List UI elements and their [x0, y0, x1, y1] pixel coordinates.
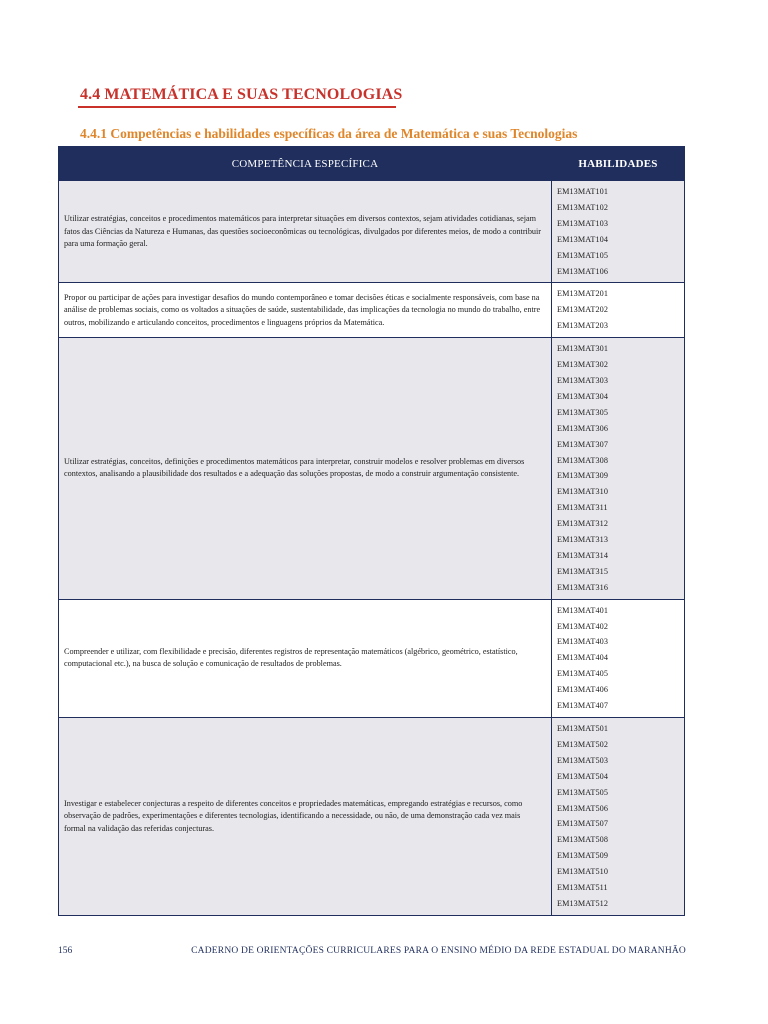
- competencies-table: [58, 146, 685, 916]
- habilidade-code: EM13MAT407: [557, 701, 609, 711]
- header-habilidades: HABILIDADES: [552, 147, 685, 181]
- habilidade-code: EM13MAT507: [557, 819, 609, 829]
- habilidade-code: EM13MAT105: [557, 250, 609, 260]
- competencia-cell: Compreender e utilizar, com flexibilidade e precisão, diferentes registros de representação matemáticos (algébrico, geométrico, estatístico, computacional etc.), na busca de solução e comunicação de resultados de problemas.: [59, 599, 552, 717]
- header-competencia: COMPETÊNCIA ESPECÍFICA: [59, 147, 552, 181]
- competencia-cell: Propor ou participar de ações para investigar desafios do mundo contemporâneo e tomar decisões éticas e socialmente responsáveis, com base na análise de problemas sociais, como os voltados a situações de saúde, sustentabilidade, das implicações da tecnologia no mundo do trabalho, entre outros, mobilizando e articulando conceitos, procedimentos e linguagens próprios da Matemática.: [59, 283, 552, 338]
- habilidade-code: EM13MAT306: [557, 423, 609, 433]
- page-number: 156: [58, 946, 73, 956]
- habilidade-code: EM13MAT511: [557, 883, 608, 893]
- habilidade-code: EM13MAT312: [557, 519, 609, 529]
- habilidades-cell: [552, 283, 685, 338]
- table-row: [59, 181, 685, 283]
- habilidade-code: EM13MAT510: [557, 867, 609, 877]
- section-title: 4.4 MATEMÁTICA E SUAS TECNOLOGIAS: [80, 86, 403, 103]
- table-row: [59, 599, 685, 717]
- habilidade-code: EM13MAT405: [557, 669, 609, 679]
- section-title-underline: [78, 106, 396, 108]
- habilidade-code: EM13MAT106: [557, 266, 609, 276]
- habilidades-cell: [552, 718, 685, 916]
- subsection-title: 4.4.1 Competências e habilidades específicas da área de Matemática e suas Tecnologias: [80, 126, 578, 141]
- habilidade-code: EM13MAT102: [557, 202, 609, 212]
- habilidade-code: EM13MAT302: [557, 360, 609, 370]
- habilidade-code: EM13MAT402: [557, 621, 609, 631]
- habilidade-code: EM13MAT301: [557, 344, 609, 354]
- habilidade-code: EM13MAT203: [557, 321, 609, 331]
- habilidade-code: EM13MAT202: [557, 305, 609, 315]
- habilidade-code: EM13MAT406: [557, 685, 609, 695]
- habilidade-code: EM13MAT505: [557, 787, 609, 797]
- habilidade-code: EM13MAT310: [557, 487, 609, 497]
- table-row: [59, 283, 685, 338]
- habilidade-code: EM13MAT508: [557, 835, 609, 845]
- table-row: [59, 718, 685, 916]
- habilidade-code: EM13MAT315: [557, 566, 609, 576]
- habilidade-code: EM13MAT305: [557, 407, 609, 417]
- habilidade-code: EM13MAT308: [557, 455, 609, 465]
- habilidade-code: EM13MAT506: [557, 803, 609, 813]
- table-row: [59, 338, 685, 600]
- competencia-cell: Utilizar estratégias, conceitos, definições e procedimentos matemáticos para interpretar, construir modelos e resolver problemas em diversos contextos, analisando a plausibilidade dos resultados e a adequação das soluções propostas, de modo a construir argumentação consistente.: [59, 338, 552, 600]
- habilidade-code: EM13MAT101: [557, 187, 609, 196]
- habilidades-cell: [552, 181, 685, 283]
- habilidade-code: EM13MAT314: [557, 550, 609, 560]
- habilidade-code: EM13MAT403: [557, 637, 609, 647]
- habilidade-code: EM13MAT311: [557, 503, 608, 513]
- habilidade-code: EM13MAT512: [557, 898, 609, 908]
- habilidade-code: EM13MAT307: [557, 439, 609, 449]
- table-header-row: [59, 147, 685, 181]
- habilidade-code: EM13MAT501: [557, 724, 609, 733]
- habilidade-code: EM13MAT303: [557, 375, 609, 385]
- habilidade-code: EM13MAT502: [557, 739, 609, 749]
- habilidade-code: EM13MAT103: [557, 218, 609, 228]
- habilidade-code: EM13MAT503: [557, 755, 609, 765]
- habilidade-code: EM13MAT201: [557, 289, 609, 299]
- habilidade-code: EM13MAT404: [557, 653, 609, 663]
- habilidade-code: EM13MAT309: [557, 471, 609, 481]
- habilidades-cell: [552, 338, 685, 600]
- table-body: [59, 181, 685, 916]
- habilidade-code: EM13MAT104: [557, 234, 609, 244]
- habilidade-code: EM13MAT304: [557, 391, 609, 401]
- habilidade-code: EM13MAT316: [557, 582, 609, 592]
- habilidades-cell: [552, 599, 685, 717]
- habilidade-code: EM13MAT313: [557, 535, 609, 545]
- habilidade-code: EM13MAT401: [557, 605, 609, 615]
- footer-title: CADERNO DE ORIENTAÇÕES CURRICULARES PARA O ENSINO MÉDIO DA REDE ESTADUAL DO MARANHÃO: [191, 946, 686, 956]
- competencia-cell: Investigar e estabelecer conjecturas a respeito de diferentes conceitos e propriedades matemáticas, empregando estratégias e recursos, como observação de padrões, experimentações e diferentes tecnologias, identificando a necessidade, ou não, de uma demonstração cada vez mais formal na validação das referidas conjecturas.: [59, 718, 552, 916]
- habilidade-code: EM13MAT504: [557, 771, 609, 781]
- habilidade-code: EM13MAT509: [557, 851, 609, 861]
- competencia-cell: Utilizar estratégias, conceitos e procedimentos matemáticos para interpretar situações em diversos contextos, sejam atividades cotidianas, sejam fatos das Ciências da Natureza e Humanas, das questões socioeconômicas ou tecnológicas, divulgados por diferentes meios, de modo a contribuir para uma formação geral.: [59, 181, 552, 283]
